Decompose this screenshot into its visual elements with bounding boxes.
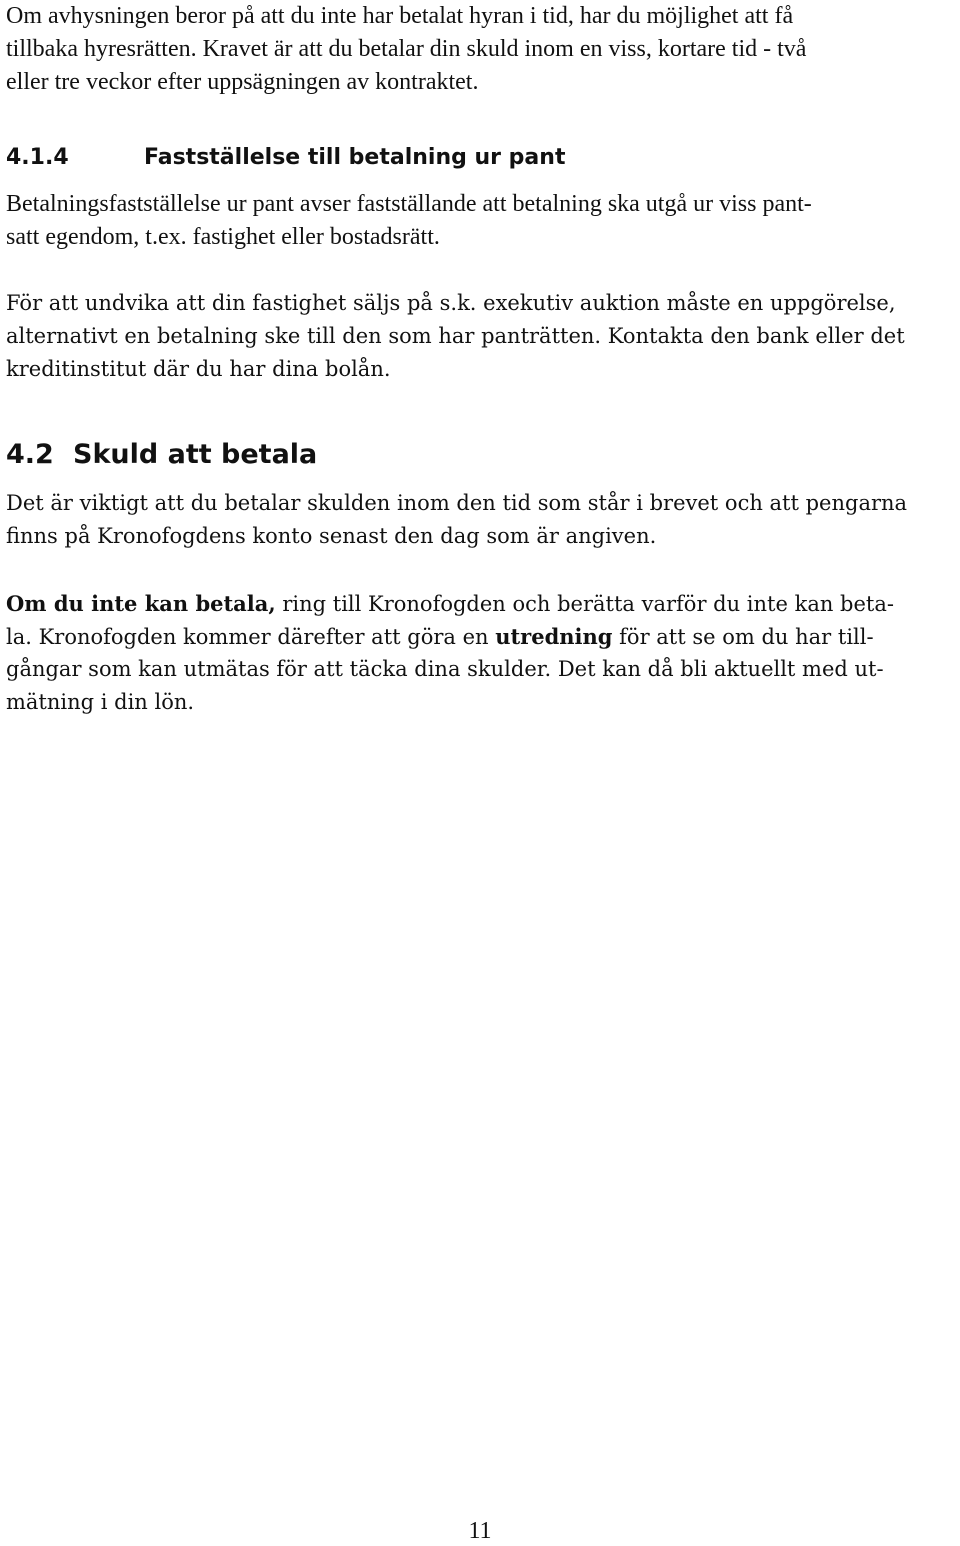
- section-4-1-4-paragraph-1: [6, 188, 956, 254]
- text-run: ring till Kronofogden och berätta varför du inte kan beta-: [275, 592, 894, 616]
- section-number: 4.1.4: [6, 145, 69, 170]
- section-number: 4.2: [6, 439, 54, 470]
- text-line: Om avhysningen beror på att du inte har betalat hyran i tid, har du möjlighet att få: [6, 3, 794, 29]
- text-line: mätning i din lön.: [6, 690, 195, 714]
- text-line: gångar som kan utmätas för att täcka dina skulder. Det kan då bli aktuellt med ut-: [6, 657, 884, 681]
- text-line: Det är viktigt att du betalar skulden inom den tid som står i brevet och att pengarna: [6, 491, 908, 515]
- text-line: kreditinstitut där du har dina bolån.: [6, 357, 391, 381]
- section-title: Skuld att betala: [73, 439, 318, 470]
- section-heading-4-1-4: [6, 143, 565, 173]
- section-title: Fastställelse till betalning ur pant: [144, 145, 566, 170]
- section-4-2-paragraph-2: [6, 587, 956, 719]
- text-line: [6, 620, 956, 653]
- text-line: [6, 587, 956, 620]
- section-heading-4-2: [6, 437, 317, 473]
- text-line: eller tre veckor efter uppsägningen av kontraktet.: [6, 69, 479, 95]
- intro-paragraph: [6, 0, 956, 99]
- text-line: tillbaka hyresrätten. Kravet är att du betalar din skuld inom en viss, kortare tid - två: [6, 36, 807, 62]
- section-4-2-paragraph-1: [6, 487, 956, 553]
- text-line: finns på Kronofogdens konto senast den dag som är angiven.: [6, 524, 657, 548]
- text-run: la. Kronofogden kommer därefter att göra en: [6, 625, 496, 649]
- text-run: för att se om du har till-: [612, 625, 874, 649]
- page-number: 11: [468, 1518, 492, 1544]
- text-line: För att undvika att din fastighet säljs på s.k. exekutiv auktion måste en uppgörelse,: [6, 291, 896, 315]
- text-line: satt egendom, t.ex. fastighet eller bostadsrätt.: [6, 224, 440, 250]
- emphasis-text: utredning: [495, 624, 613, 649]
- section-4-1-4-paragraph-2: [6, 287, 956, 386]
- emphasis-text: Om du inte kan betala,: [6, 591, 276, 616]
- text-line: Betalningsfastställelse ur pant avser fastställande att betalning ska utgå ur viss pant-: [6, 191, 812, 217]
- text-line: alternativt en betalning ske till den som har panträtten. Kontakta den bank eller det: [6, 324, 905, 348]
